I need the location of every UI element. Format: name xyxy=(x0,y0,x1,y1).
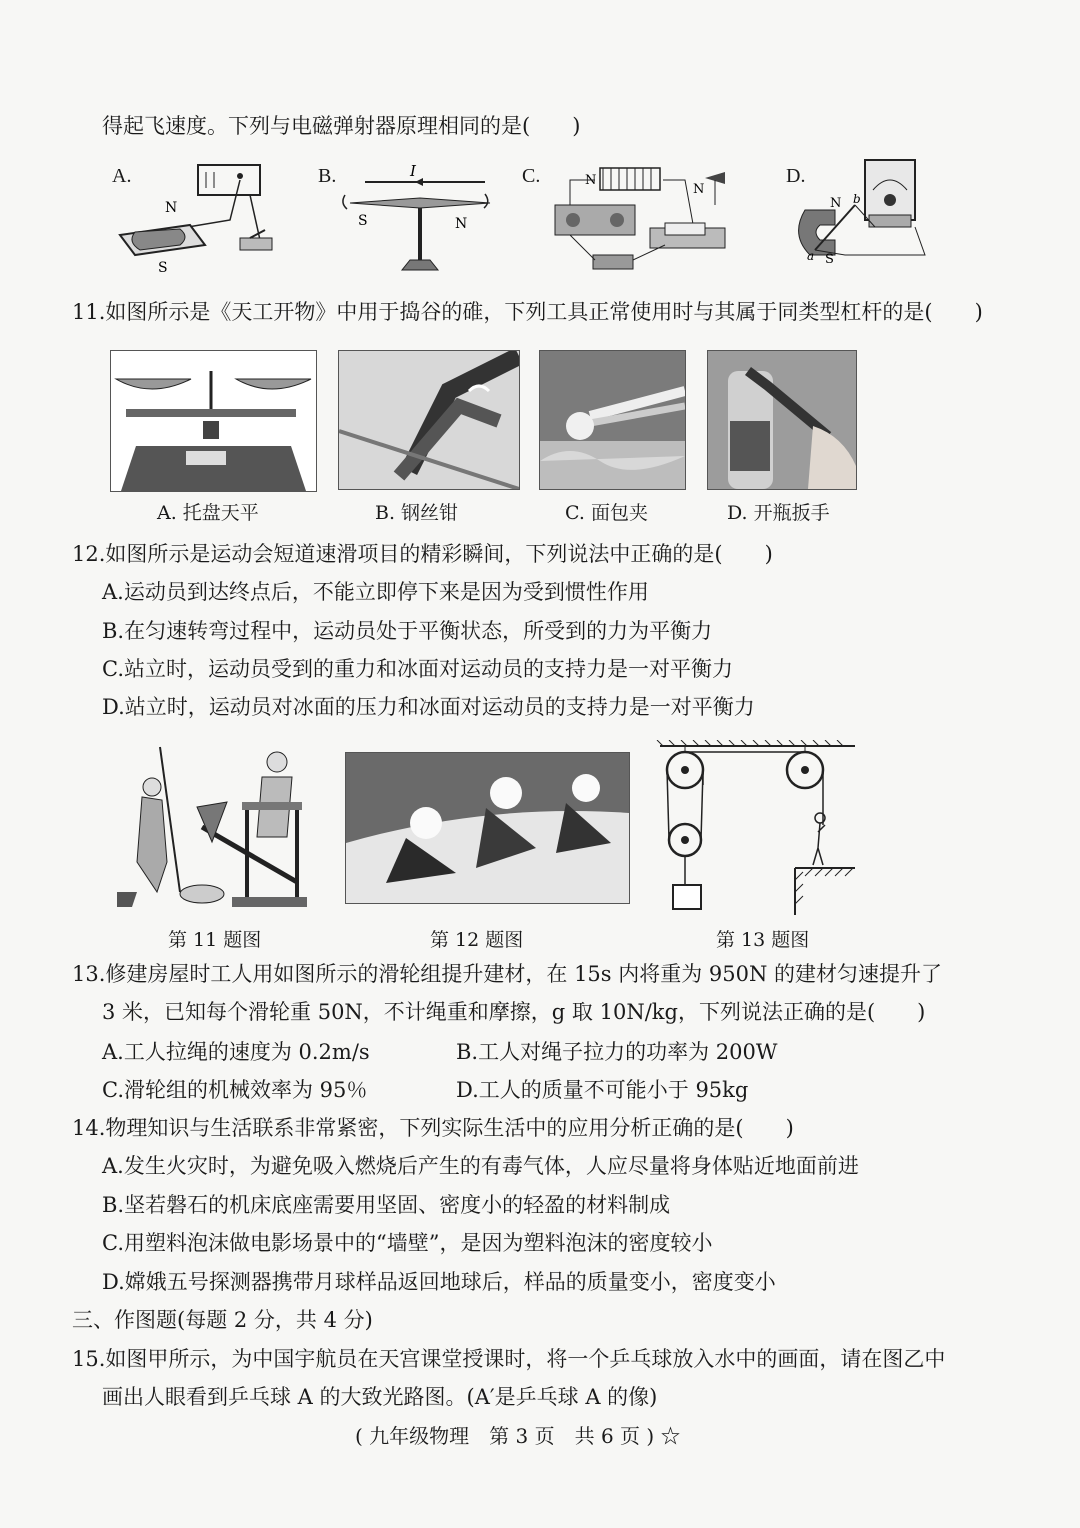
q10-option-a-label: A. xyxy=(112,165,132,187)
q10-figure-d xyxy=(785,155,935,275)
caption-q11-figure: 第 11 题图 xyxy=(168,929,262,951)
q14-option-d: D.嫦娥五号探测器携带月球样品返回地球后，样品的质量变小，密度变小 xyxy=(102,1270,776,1294)
q12-speed-skating-photo xyxy=(345,752,630,904)
q12-option-c: C.站立时，运动员受到的重力和冰面对运动员的支持力是一对平衡力 xyxy=(102,657,733,681)
d-magnet-n-label: N xyxy=(830,196,842,211)
q10-stem: 得起飞速度。下列与电磁弹射器原理相同的是( ) xyxy=(102,114,581,138)
q12-stem: 12.如图所示是运动会短道速滑项目的精彩瞬间，下列说法中正确的是( ) xyxy=(72,542,773,566)
pliers-photo xyxy=(338,350,520,490)
current-i-label: I xyxy=(410,162,416,180)
q11-option-d: D. 开瓶扳手 xyxy=(727,502,830,524)
q11-stem: 11.如图所示是《天工开物》中用于捣谷的碓，下列工具正常使用时与其属于同类型杠杆的是( ) xyxy=(72,300,983,324)
rod-b-label: b xyxy=(853,192,861,206)
caption-q12-figure: 第 12 题图 xyxy=(430,929,524,951)
q10-figure-b xyxy=(330,160,500,275)
magnet-n-label: N xyxy=(165,200,178,216)
q14-option-b: B.坚若磐石的机床底座需要用坚固、密度小的轻盈的材料制成 xyxy=(102,1193,671,1217)
q14-option-a: A.发生火灾时，为避免吸入燃烧后产生的有毒气体，人应尽量将身体贴近地面前进 xyxy=(102,1154,859,1178)
q13-option-c: C.滑轮组的机械效率为 95％ xyxy=(102,1078,368,1102)
q10-option-c-label: C. xyxy=(522,165,541,187)
section3-heading: 三、作图题(每题 2 分，共 4 分) xyxy=(72,1308,373,1332)
balance-photo xyxy=(110,350,317,492)
bottle-opener-photo xyxy=(707,350,857,490)
q10-option-d-label: D. xyxy=(786,165,806,187)
q14-stem: 14.物理知识与生活联系非常紧密，下列实际生活中的应用分析正确的是( ) xyxy=(72,1116,794,1140)
q13-option-a: A.工人拉绳的速度为 0.2m/s xyxy=(102,1040,370,1064)
q13-option-b: B.工人对绳子拉力的功率为 200W xyxy=(456,1040,778,1064)
q12-option-b: B.在匀速转弯过程中，运动员处于平衡状态，所受到的力为平衡力 xyxy=(102,619,713,643)
needle-n-label: N xyxy=(455,216,468,232)
q15-line2: 画出人眼看到乒乓球 A 的大致光路图。(A′是乒乓球 A 的像) xyxy=(102,1385,658,1409)
q13-pulley-figure xyxy=(655,740,860,920)
rod-a-label: a xyxy=(807,249,815,263)
q10-figure-a xyxy=(110,160,290,275)
q13-stem-line1: 13.修建房屋时工人用如图所示的滑轮组提升建材，在 15s 内将重为 950N 的建材匀速提升了 xyxy=(72,962,943,986)
needle-s-label: S xyxy=(358,213,368,229)
d-magnet-s-label: S xyxy=(825,252,834,267)
page-footer: ( 九年级物理 第 3 页 共 6 页 ) ☆ xyxy=(355,1424,681,1448)
q12-option-a: A.运动员到达终点后，不能立即停下来是因为受到惯性作用 xyxy=(102,580,649,604)
coil-n-label: N xyxy=(585,173,597,188)
caption-q13-figure: 第 13 题图 xyxy=(716,929,810,951)
q11-option-b: B. 钢丝钳 xyxy=(375,502,459,524)
q11-option-c: C. 面包夹 xyxy=(565,502,648,524)
magnet-s-label: S xyxy=(158,260,168,275)
q13-stem-line2: 3 米，已知每个滑轮重 50N，不计绳重和摩擦，g 取 10N/kg，下列说法正确的是( ) xyxy=(102,1000,926,1024)
q14-option-c: C.用塑料泡沫做电影场景中的“墙壁”，是因为塑料泡沫的密度较小 xyxy=(102,1231,713,1255)
q11-option-a: A. 托盘天平 xyxy=(157,502,259,524)
bread-tongs-photo xyxy=(539,350,686,490)
q12-option-d: D.站立时，运动员对冰面的压力和冰面对运动员的支持力是一对平衡力 xyxy=(102,695,755,719)
q13-option-d: D.工人的质量不可能小于 95kg xyxy=(456,1078,749,1102)
q11-mortar-figure xyxy=(112,742,312,912)
compass-n-label: N xyxy=(693,182,705,197)
q15-line1: 15.如图甲所示，为中国宇航员在天宫课堂授课时，将一个乒乓球放入水中的画面，请在图乙中 xyxy=(72,1347,946,1371)
q10-option-b-label: B. xyxy=(318,165,337,187)
q10-figure-c xyxy=(545,160,745,275)
